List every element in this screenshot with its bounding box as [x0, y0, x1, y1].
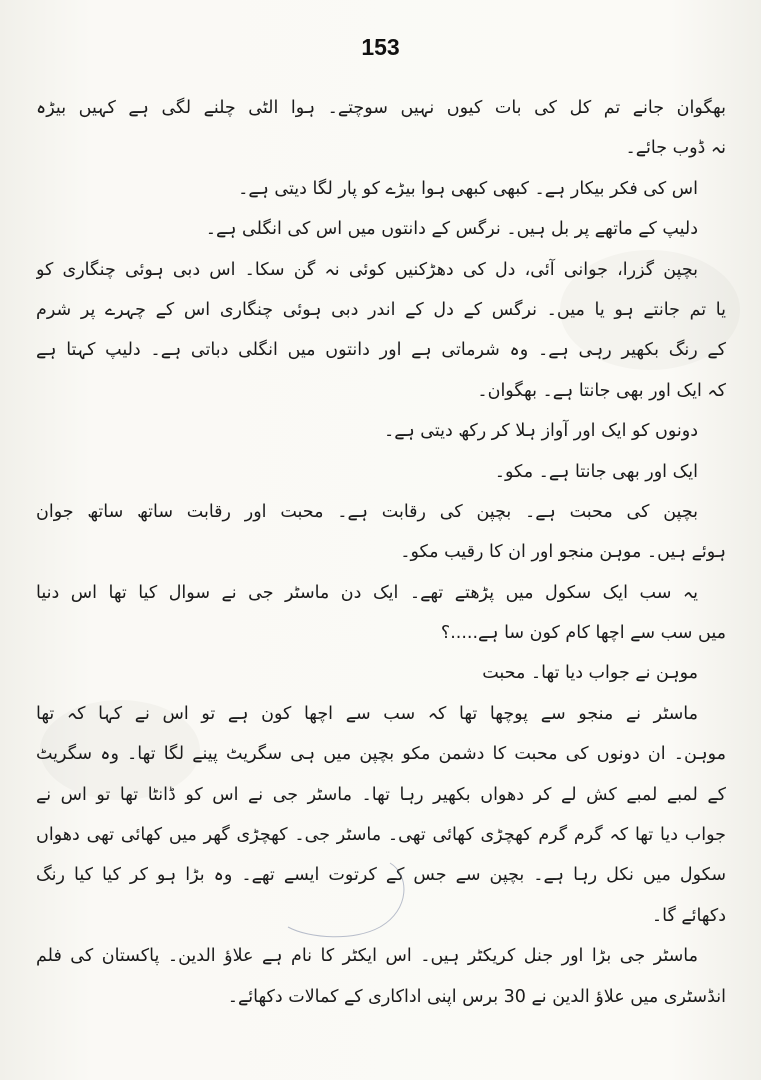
text-line: سکول میں نکل رہا ہے۔ بچپن سے جس کے کرتوت ایسے تھے۔ وہ بڑا ہو کر کیا کیا رنگ	[36, 865, 726, 886]
text-line: موہن نے جواب دیا تھا۔ محبت	[482, 663, 698, 684]
text-line: بچپن کی محبت ہے۔ بچپن کی رقابت ہے۔ محبت اور رقابت ساتھ ساتھ جوان	[36, 501, 698, 522]
text-line: نہ ڈوب جائے۔	[625, 138, 726, 159]
text-line: موہن۔ ان دونوں کی محبت کا دشمن مکو بچپن میں ہی سگریٹ پینے لگا تھا۔ وہ سگریٹ	[36, 744, 726, 765]
text-line: میں سب سے اچھا کام کون سا ہے.....؟	[440, 623, 726, 644]
text-line: انڈسٹری میں علاؤ الدین نے 30 برس اپنی اداکاری کے کمالات دکھائے۔	[227, 986, 726, 1007]
text-line: اس کی فکر بیکار ہے۔ کبھی کبھی ہوا بیڑے کو پار لگا دیتی ہے۔	[238, 178, 698, 199]
text-line: یہ سب ایک سکول میں پڑھتے تھے۔ ایک دن ماسٹر جی نے سوال کیا تھا اس دنیا	[36, 582, 698, 603]
text-line: دلیپ کے ماتھے پر بل ہیں۔ نرگس کے دانتوں میں اس کی انگلی ہے۔	[205, 219, 698, 240]
text-line: دونوں کو ایک اور آواز ہلا کر رکھ دیتی ہے۔	[383, 421, 698, 442]
body-text	[36, 88, 726, 1017]
text-line: کے رنگ بکھیر رہی ہے۔ وہ شرماتی ہے اور دانتوں میں انگلی دباتی ہے۔ دلیپ کہتا ہے	[36, 340, 726, 361]
text-line: کے لمبے لمبے کش لے کر دھواں بکھیر رہا تھا۔ ماسٹر جی نے اس کو ڈانٹا تھا تو اس نے	[36, 784, 726, 805]
text-line: ماسٹر نے منجو سے پوچھا تھا کہ سب سے اچھا کون ہے تو اس نے کہا کہ تھا	[36, 703, 698, 724]
text-line: ماسٹر جی بڑا اور جنل کریکٹر ہیں۔ اس ایکٹر کا نام ہے علاؤ الدین۔ پاکستان کی فلم	[36, 946, 698, 967]
text-line: ہوئے ہیں۔ موہن منجو اور ان کا رقیب مکو۔	[400, 542, 726, 563]
text-line: دکھائے گا۔	[651, 905, 726, 926]
page-number: 153	[361, 34, 400, 60]
text-line: ایک اور بھی جانتا ہے۔ مکو۔	[494, 461, 698, 482]
text-line: بھگوان جانے تم کل کی بات کیوں نہیں سوچتے۔ ہوا الٹی چلنے لگی ہے کہیں بیڑہ	[36, 98, 726, 118]
text-line: جواب دیا تھا کہ گرم گرم کھچڑی کھائی تھی۔ ماسٹر جی۔ کھچڑی گھر میں کھائی تھی دھواں	[36, 825, 726, 846]
text-line: کہ ایک اور بھی جانتا ہے۔ بھگوان۔	[477, 380, 726, 401]
text-line: بچپن گزرا، جوانی آئی، دل کی دھڑکنیں کوئی نہ گن سکا۔ اس دبی ہوئی چنگاری کو	[36, 259, 698, 280]
text-line: یا تم جانتے ہو یا میں۔ نرگس کے دل کے اندر دبی ہوئی چنگاری اس کے چہرے پر شرم	[36, 299, 726, 320]
